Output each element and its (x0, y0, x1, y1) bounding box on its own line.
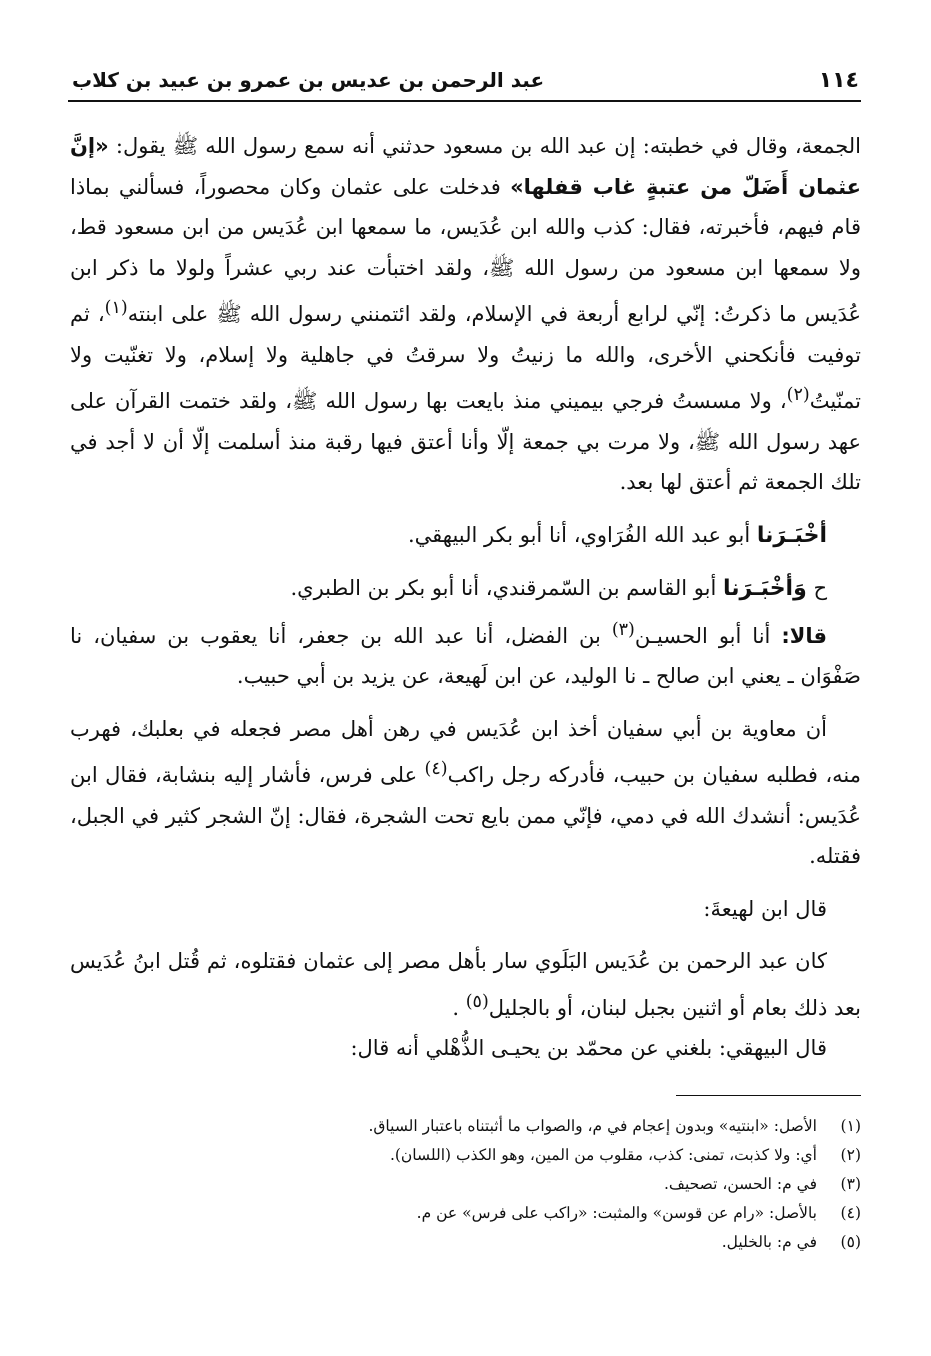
text-run: فدخلت على عثمان وكان محصوراً، فسألني بماذا قام فيهم، فأخبرته، فقال: كذب والله ابن عُدَيس، ما سمعها ابن عُدَيس من ابن مسعود قط، ولا سمعها ابن مسعود من رسول الله ﷺ، ولقد اختبأت عند ربي عشراً ولولا ما ذكر ابن عُدَيس ما ذكرتُ: إنّي لرابع أربعة في الإسلام، ولقد ائتمنني رسول الله ﷺ على ابنته (70, 174, 861, 326)
text-run: قال ابن لهيعةَ: (703, 896, 827, 921)
text-run: على فرس، فأشار إليه بنشابة، فقال ابن عُدَيس: أنشدك الله في دمي، فإنّي ممن بايع تحت الشجرة، فقال: إنّ الشجر كثير في الجبل، فقتله. (70, 763, 861, 868)
paragraph-gap (70, 929, 861, 941)
footnote-rule (676, 1095, 861, 1096)
footnote-2 (70, 1141, 861, 1170)
footnote-1 (70, 1112, 861, 1141)
text-run: ، ثم توفيت فأنكحني الأخرى، والله ما زنيتُ ولا سرقتُ في جاهلية ولا إسلام، ولا تغنّيت ولا تمنّيتُ (70, 302, 861, 413)
page-number: ١١٤ (818, 67, 859, 93)
isnad-1 (70, 515, 861, 557)
akhbarana-label: أخْبَـرَنا (756, 522, 827, 548)
footnotes (70, 1112, 861, 1257)
footnote-ref-3[interactable]: (٣) (611, 619, 635, 640)
footnote-ref-2[interactable]: (٢) (786, 385, 810, 405)
paragraph-gap (70, 697, 861, 709)
running-header (72, 62, 859, 98)
footnote-number: (١) (840, 1117, 861, 1135)
text-run: أنا أبو الحسيـن (634, 623, 782, 648)
footnote-3 (70, 1170, 861, 1199)
footnote-ref-5[interactable]: (٥) (465, 991, 489, 1012)
text-run: ، ولا مسستُ فرجي بيميني منذ بايعت بها رسول الله ﷺ، ولقد ختمت القرآن على عهد رسول الله ﷺ، ولا مرت بي جمعة إلّا وأنا أعتق فيها رقبة منذ أسلمت إلّا أن لا أجد في تلك الجمعة ثم أعتق لها بعد. (70, 389, 861, 494)
footnote-text: في م: بالخليل. (721, 1233, 817, 1251)
paragraph-gap (70, 556, 861, 568)
hadith-quote: «إنَّ عثمان أَضَلّ من عتبةٍ غاب قفلها» (70, 134, 861, 199)
footnote-number: (٥) (840, 1233, 861, 1251)
text-run: قال البيهقي: بلغني عن محمّد بن يحيـى الذُّهْلي أنه قال: (350, 1036, 827, 1060)
footnote-text: في م: الحسن، تصحيف. (663, 1175, 817, 1193)
text-run: أن معاوية بن أبي سفيان أخذ ابن عُدَيس في رهن أهل مصر فجعله في بعلبك، فهرب منه، فطلبه سفيان بن حبيب، فأدركه رجل راكب (70, 716, 861, 787)
text-run: الجمعة، وقال في خطبته: إن عبد الله بن مسعود حدثني أنه سمع رسول الله ﷺ يقول: (108, 134, 861, 158)
paragraph-gap (70, 503, 861, 515)
footnote-text: أي: ولا كذبت، تمنى: كذب، مقلوب من المين، وهو الكذب (اللسان). (389, 1146, 817, 1164)
isnad-3 (70, 610, 861, 697)
footnote-4 (70, 1199, 861, 1228)
wa-akhbarana-label: وَأخْبَـرَنا (722, 576, 807, 601)
footnote-text: الأصل: «ابنتيه» وبدون إعجام في م، والصواب ما أثبتناه باعتبار السياق. (368, 1117, 817, 1135)
paragraph-gap (70, 877, 861, 889)
qala-label: قالا: (781, 623, 827, 648)
footnote-text: بالأصل: «رام عن قوسن» والمثبت: «راكب على فرس» عن م. (416, 1204, 817, 1222)
header-rule (68, 100, 861, 102)
footnote-number: (٢) (840, 1146, 861, 1164)
text-run: كان عبد الرحمن بن عُدَيس البَلَوي سار بأهل مصر إلى عثمان فقتلوه، ثم قُتل ابنُ عُدَيس بعد ذلك بعام أو اثنين بجبل لبنان، أو بالجليل (70, 949, 861, 1020)
footnote-ref-1[interactable]: (١) (104, 298, 128, 318)
isnad-2 (70, 568, 861, 610)
footnote-ref-4[interactable]: (٤) (424, 759, 448, 779)
text-run: بن الفضل، أنا عبد الله بن جعفر، أنا يعقوب بن سفيان، نا صَفْوَان ـ يعني ابن صالح ـ نا الوليد، عن ابن لَهيعة، عن يزيد بن أبي حبيب. (70, 623, 861, 688)
text-run: أبو عبد الله الفُرَاوي، أنا أبو بكر البيهقي. (407, 522, 757, 547)
running-title: عبد الرحمن بن عديس بن عمرو بن عبيد بن كلاب (72, 68, 545, 92)
text-run: . (452, 995, 466, 1020)
footnote-number: (٤) (840, 1204, 861, 1222)
paragraph-ibn-lahia-label (70, 889, 861, 930)
paragraph-muawiya (70, 709, 861, 877)
text-run: أبو القاسم بن السّمرقندي، أنا أبو بكر بن الطبري. (290, 576, 723, 600)
paragraph-ibn-lahia-report (70, 941, 861, 1028)
footnote-5 (70, 1228, 861, 1257)
ha-marker: ح (806, 576, 827, 600)
paragraph-khutba (70, 126, 861, 503)
main-text (70, 126, 861, 1069)
footnote-number: (٣) (840, 1175, 861, 1193)
paragraph-bayhaqi (70, 1028, 861, 1069)
